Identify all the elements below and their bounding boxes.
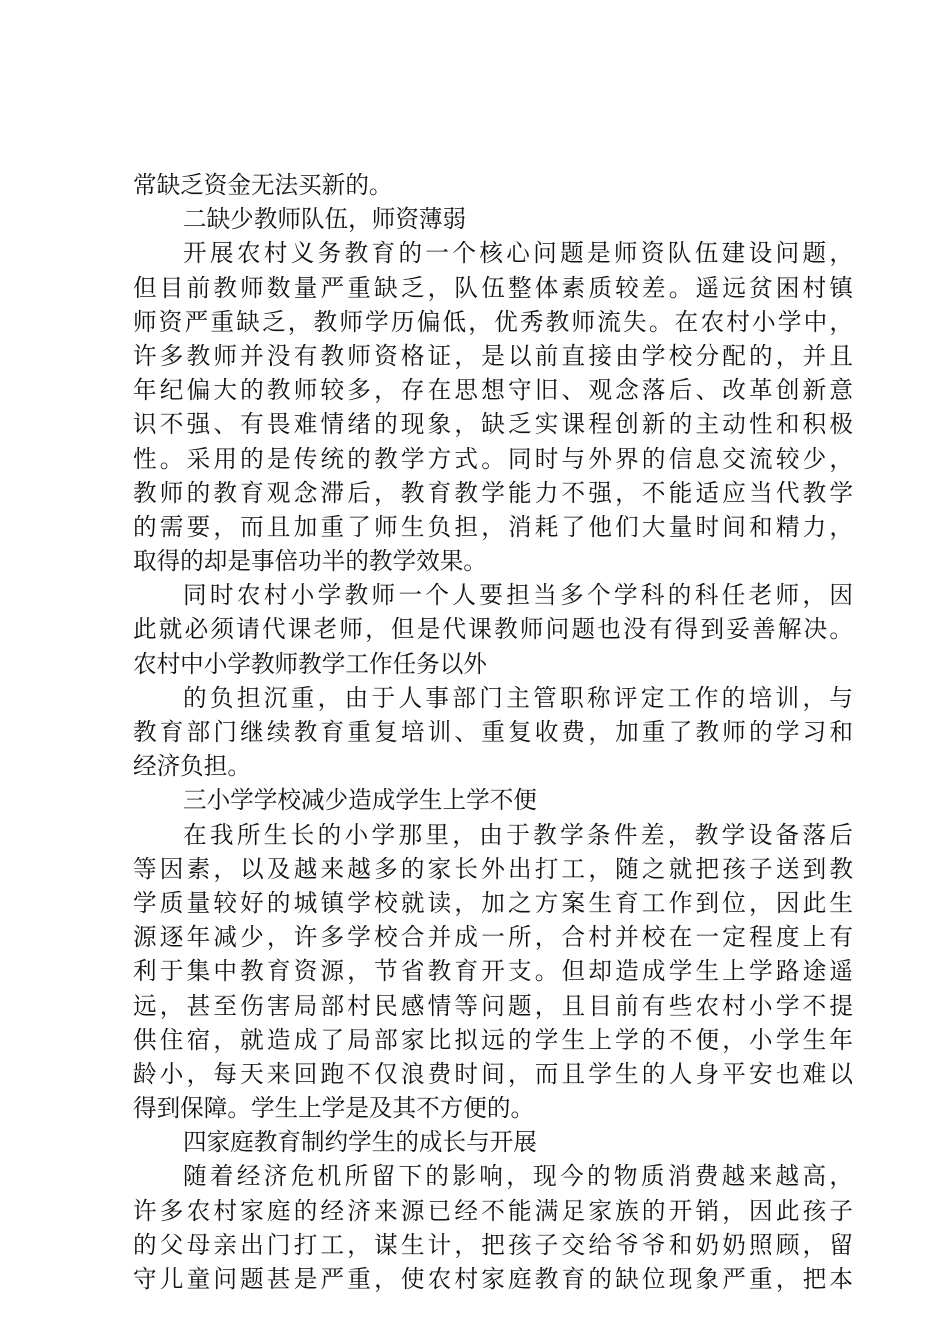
text-line: 龄小，每天来回跑不仅浪费时间，而且学生的人身平安也难以 (133, 1059, 853, 1088)
text-line: 利于集中教育资源，节省教育开支。但却造成学生上学路途遥 (133, 957, 853, 986)
text-line: 源逐年减少，许多学校合并成一所，合村并校在一定程度上有 (133, 923, 853, 952)
text-line: 守儿童问题甚是严重，使农村家庭教育的缺位现象严重，把本 (133, 1265, 853, 1293)
text-line: 等因素，以及越来越多的家长外出打工，随之就把孩子送到教 (133, 854, 853, 883)
text-line: 的负担沉重，由于人事部门主管职称评定工作的培训，与 (183, 683, 853, 712)
document-body (133, 168, 853, 1296)
text-line: 教师的教育观念滞后，教育教学能力不强，不能适应当代教学 (133, 478, 853, 507)
text-line: 常缺乏资金无法买新的。 (133, 171, 393, 199)
text-line: 得到保障。学生上学是及其不方便的。 (133, 1094, 535, 1123)
text-line: 二缺少教师队伍，师资薄弱 (183, 205, 467, 234)
text-line: 识不强、有畏难情绪的现象，缺乏实课程创新的主动性和积极 (133, 410, 853, 439)
text-line: 取得的却是事倍功半的教学效果。 (133, 547, 487, 576)
text-line: 农村中小学教师教学工作任务以外 (133, 649, 487, 678)
text-line: 年纪偏大的教师较多，存在思想守旧、观念落后、改革创新意 (133, 376, 853, 405)
text-line: 的需要，而且加重了师生负担，消耗了他们大量时间和精力， (133, 512, 853, 541)
text-line: 师资严重缺乏，教师学历偏低，优秀教师流失。在农村小学中， (133, 307, 853, 336)
text-line: 供住宿，就造成了局部家比拟远的学生上学的不便，小学生年 (133, 1025, 853, 1054)
text-line: 但目前教师数量严重缺乏，队伍整体素质较差。遥远贫困村镇 (133, 273, 853, 302)
text-line: 远，甚至伤害局部村民感情等问题，且目前有些农村小学不提 (133, 991, 853, 1020)
text-line: 三小学学校减少造成学生上学不便 (183, 786, 537, 815)
text-line: 许多教师并没有教师资格证，是以前直接由学校分配的，并且 (133, 341, 853, 370)
text-line: 在我所生长的小学那里，由于教学条件差，教学设备落后 (183, 820, 853, 849)
text-line: 性。采用的是传统的教学方式。同时与外界的信息交流较少， (133, 444, 853, 473)
text-line: 学质量较好的城镇学校就读，加之方案生育工作到位，因此生 (133, 888, 853, 917)
text-line: 同时农村小学教师一个人要担当多个学科的科任老师，因 (183, 581, 853, 610)
text-line: 随着经济危机所留下的影响，现今的物质消费越来越高， (183, 1162, 853, 1191)
text-line: 经济负担。 (133, 752, 251, 781)
text-line: 的父母亲出门打工，谋生计，把孩子交给爷爷和奶奶照顾，留 (133, 1230, 853, 1259)
text-line: 此就必须请代课老师，但是代课教师问题也没有得到妥善解决。 (133, 615, 853, 644)
text-line: 教育部门继续教育重复培训、重复收费，加重了教师的学习和 (133, 718, 853, 746)
text-line: 开展农村义务教育的一个核心问题是师资队伍建设问题， (183, 239, 853, 268)
text-line: 四家庭教育制约学生的成长与开展 (183, 1128, 537, 1157)
text-line: 许多农村家庭的经济来源已经不能满足家族的开销，因此孩子 (133, 1196, 853, 1225)
